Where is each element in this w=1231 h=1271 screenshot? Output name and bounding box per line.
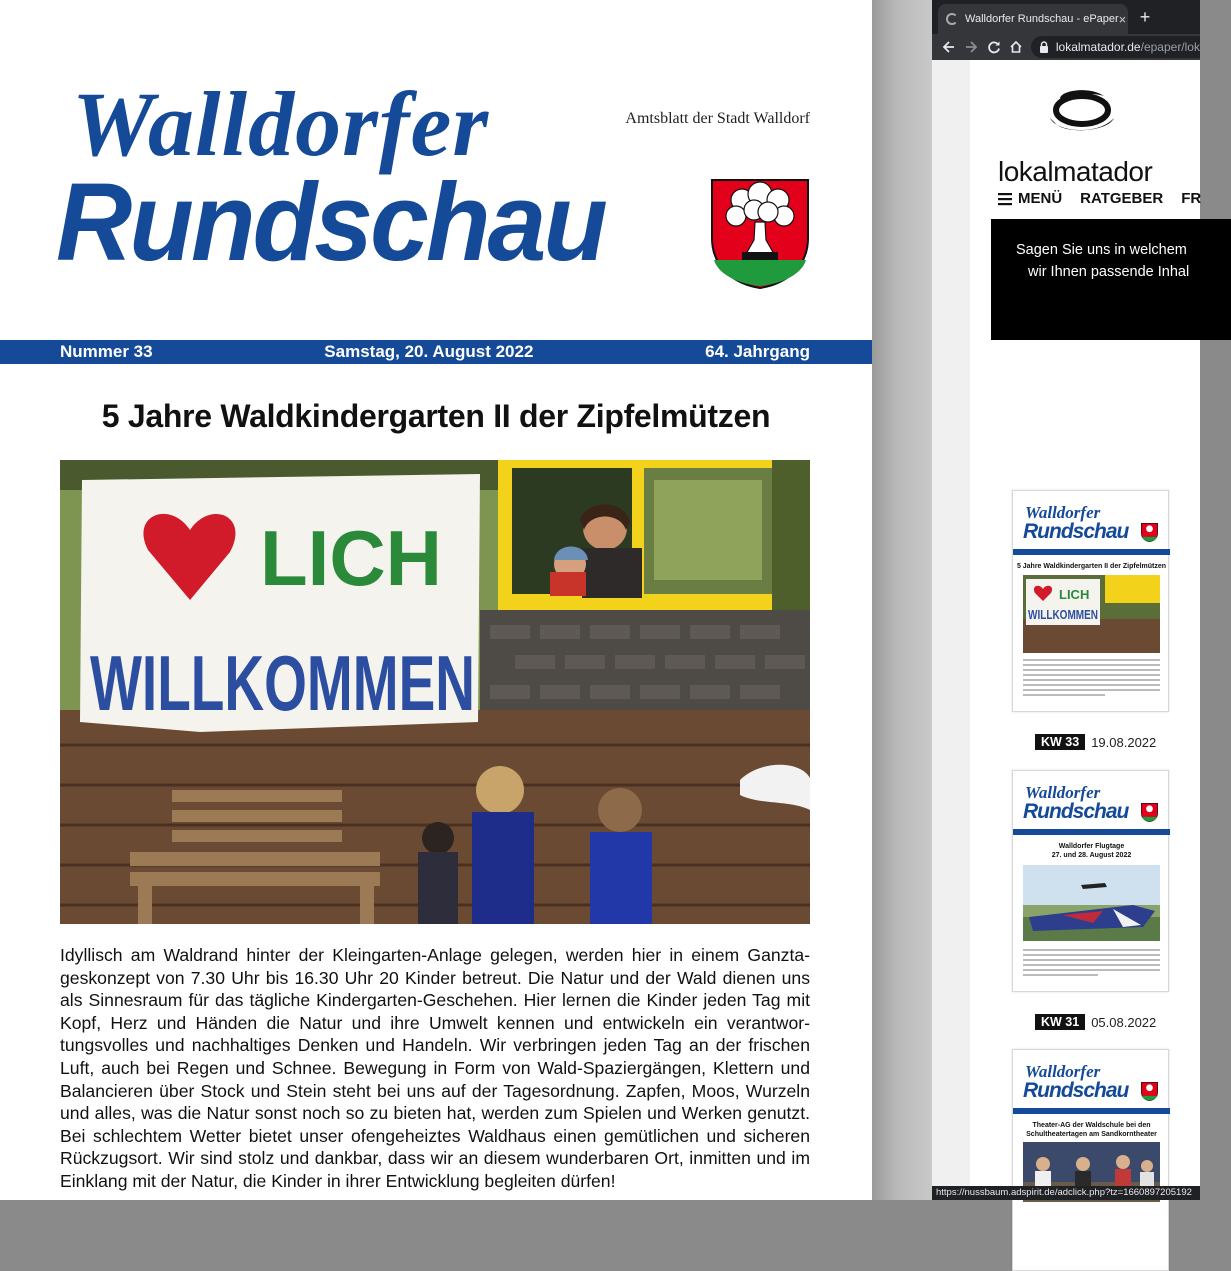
thumb-title-line2: Rundschau [1023, 800, 1129, 823]
thumb-headline: 5 Jahre Waldkindergarten II der Zipfelmützen [1016, 563, 1167, 570]
lock-icon [1039, 41, 1049, 53]
article-body: Idyllisch am Waldrand hinter der Kleingarten-Anlage gelegen, werden hier in einem Ganztageskonzept von 7.30 Uhr bis 16.30 Uhr 20 Kinder betreut. Die Natur und der Wald dienen uns als Sinnesraum für das tägliche Kindergarten-Geschehen. Hier lernen die Kinder jeden Tag mit Kopf, Herz und Händen die Natur und ihre Umwelt kennen und entwickeln ein verantwortungsvolles und nachhaltiges Denken und Handeln. Wir verbringen jeden Tag an der frischen Luft, auch bei Regen und Schnee. Bewegung in Form von Wald-Spaziergängen, Klettern und Balancieren über Stock und Stein steht bei uns auf der Tagesordnung. Zapfen, Moos, Wurzeln und alles, was die Natur sonst noch so zu bieten hat, werden zum Spielen und Werken genutzt. Bei schlechtem Wetter bietet unser ofengeheiztes Waldhaus einen gemütlichen und sicheren Rückzugsort. Wir sind stolz und dankbar, dass wir an diesem wunderbaren Ort, inmitten und im Einklang mit der Natur, die Kinder in ihrer Entwicklung begleiten dürfen! [60, 945, 810, 1191]
thumb-crest-icon [1141, 1082, 1158, 1101]
thumb-headline [1013, 842, 1170, 860]
masthead-title-line1: Walldorfer [72, 73, 490, 175]
hamburger-icon [998, 193, 1012, 205]
browser-window [932, 0, 1200, 1200]
status-bar-url: https://nussbaum.adspirit.de/adclick.php?tz=1660897205192 [932, 1186, 1200, 1200]
thumb-title-line1: Walldorfer [1025, 503, 1101, 522]
tab-title: Walldorfer Rundschau - ePaper [965, 13, 1119, 25]
home-icon [1009, 40, 1023, 54]
issue-date: 19.08.2022 [1091, 734, 1157, 750]
new-tab-button[interactable]: + [1139, 7, 1151, 27]
consent-banner[interactable] [991, 219, 1231, 340]
lokalmatador-logo-text: lokalmatador [998, 156, 1153, 187]
loading-favicon-icon [946, 13, 958, 25]
article-headline: 5 Jahre Waldkindergarten II der Zipfelmützen [101, 398, 771, 434]
issue-meta [1012, 1014, 1169, 1030]
masthead-title-line2: Rundschau [56, 161, 606, 284]
back-button[interactable] [938, 36, 960, 58]
issue-thumbnail[interactable] [1012, 1049, 1169, 1271]
url-host: lokalmatador.de [1055, 40, 1141, 54]
issue-date: 05.08.2022 [1091, 1014, 1157, 1030]
forward-arrow-icon [964, 40, 978, 54]
issue-meta [1012, 734, 1169, 750]
nav-item-truncated[interactable]: FR [1181, 190, 1202, 207]
thumb-banner-willkommen: WILLKOMMEN [1028, 607, 1098, 622]
thumb-title-line2: Rundschau [1023, 1079, 1129, 1102]
issue-thumbnail[interactable] [1012, 490, 1169, 712]
menu-button[interactable] [998, 190, 1062, 207]
tab-strip [932, 0, 1200, 34]
issue-thumbnail[interactable] [1012, 770, 1169, 992]
thumb-photo [1023, 865, 1160, 941]
issue-info-bar [0, 340, 872, 364]
thumb-crest-icon [1141, 803, 1158, 822]
tab-close-icon[interactable]: × [1118, 11, 1127, 27]
thumb-info-bar [1013, 829, 1170, 835]
browser-toolbar [932, 34, 1200, 60]
issue-volume: 64. Jahrgang [705, 342, 810, 361]
masthead-subtitle: Amtsblatt der Stadt Walldorf [625, 110, 810, 127]
nav-ratgeber[interactable]: RATGEBER [1080, 190, 1164, 207]
thumb-title-line1: Walldorfer [1025, 1062, 1101, 1081]
consent-banner-line2: wir Ihnen passende Inhal [1028, 264, 1190, 280]
thumb-headline-line1: Walldorfer Flugtage [1058, 843, 1125, 850]
lokalmatador-logo-icon [1042, 88, 1120, 136]
reload-button[interactable] [982, 36, 1004, 58]
thumb-headline-line2: 27. und 28. August 2022 [1051, 852, 1132, 859]
thumb-text-lines [1023, 659, 1160, 699]
walldorf-crest-icon [710, 178, 810, 290]
page-gutter [872, 0, 932, 1200]
thumb-headline [1013, 1121, 1170, 1139]
home-button[interactable] [1005, 36, 1027, 58]
banner-text-lich: LICH [260, 514, 442, 602]
menu-label: MENÜ [1018, 190, 1063, 207]
thumb-title-line2: Rundschau [1023, 520, 1129, 543]
url-path: /epaper/lok [1140, 40, 1200, 54]
epaper-issue-card[interactable] [1012, 770, 1169, 1030]
banner-text-willkommen: WILLKOMMEN [90, 639, 475, 727]
epaper-issue-card[interactable] [1012, 1049, 1169, 1271]
issue-kw-badge: KW 33 [1035, 734, 1085, 750]
epaper-issue-card[interactable] [1012, 490, 1169, 750]
back-arrow-icon [942, 40, 956, 54]
website-viewport[interactable] [970, 60, 1200, 1200]
browser-tab[interactable] [938, 4, 1128, 34]
thumb-text-lines [1023, 949, 1160, 979]
thumb-headline-line1: Theater-AG der Waldschule bei den [1032, 1122, 1151, 1129]
issue-date: Samstag, 20. August 2022 [324, 342, 534, 361]
thumb-photo [1023, 575, 1160, 653]
thumb-info-bar [1013, 1108, 1170, 1114]
thumb-title-line1: Walldorfer [1025, 783, 1101, 802]
forward-button[interactable] [960, 36, 982, 58]
address-bar[interactable] [1031, 36, 1200, 58]
issue-number: Nummer 33 [60, 342, 153, 361]
page-left-margin [932, 60, 970, 1200]
thumb-crest-icon [1141, 523, 1158, 542]
issue-kw-badge: KW 31 [1035, 1014, 1085, 1030]
thumb-info-bar [1013, 549, 1170, 555]
site-nav [998, 190, 1201, 207]
thumb-headline-line2: Schultheatertagen am Sandkorntheater [1026, 1131, 1157, 1138]
consent-banner-line1: Sagen Sie uns in welchem [1016, 242, 1187, 258]
article-photo [60, 460, 810, 924]
thumb-banner-lich: LICH [1059, 587, 1090, 602]
reload-icon [987, 40, 1001, 54]
